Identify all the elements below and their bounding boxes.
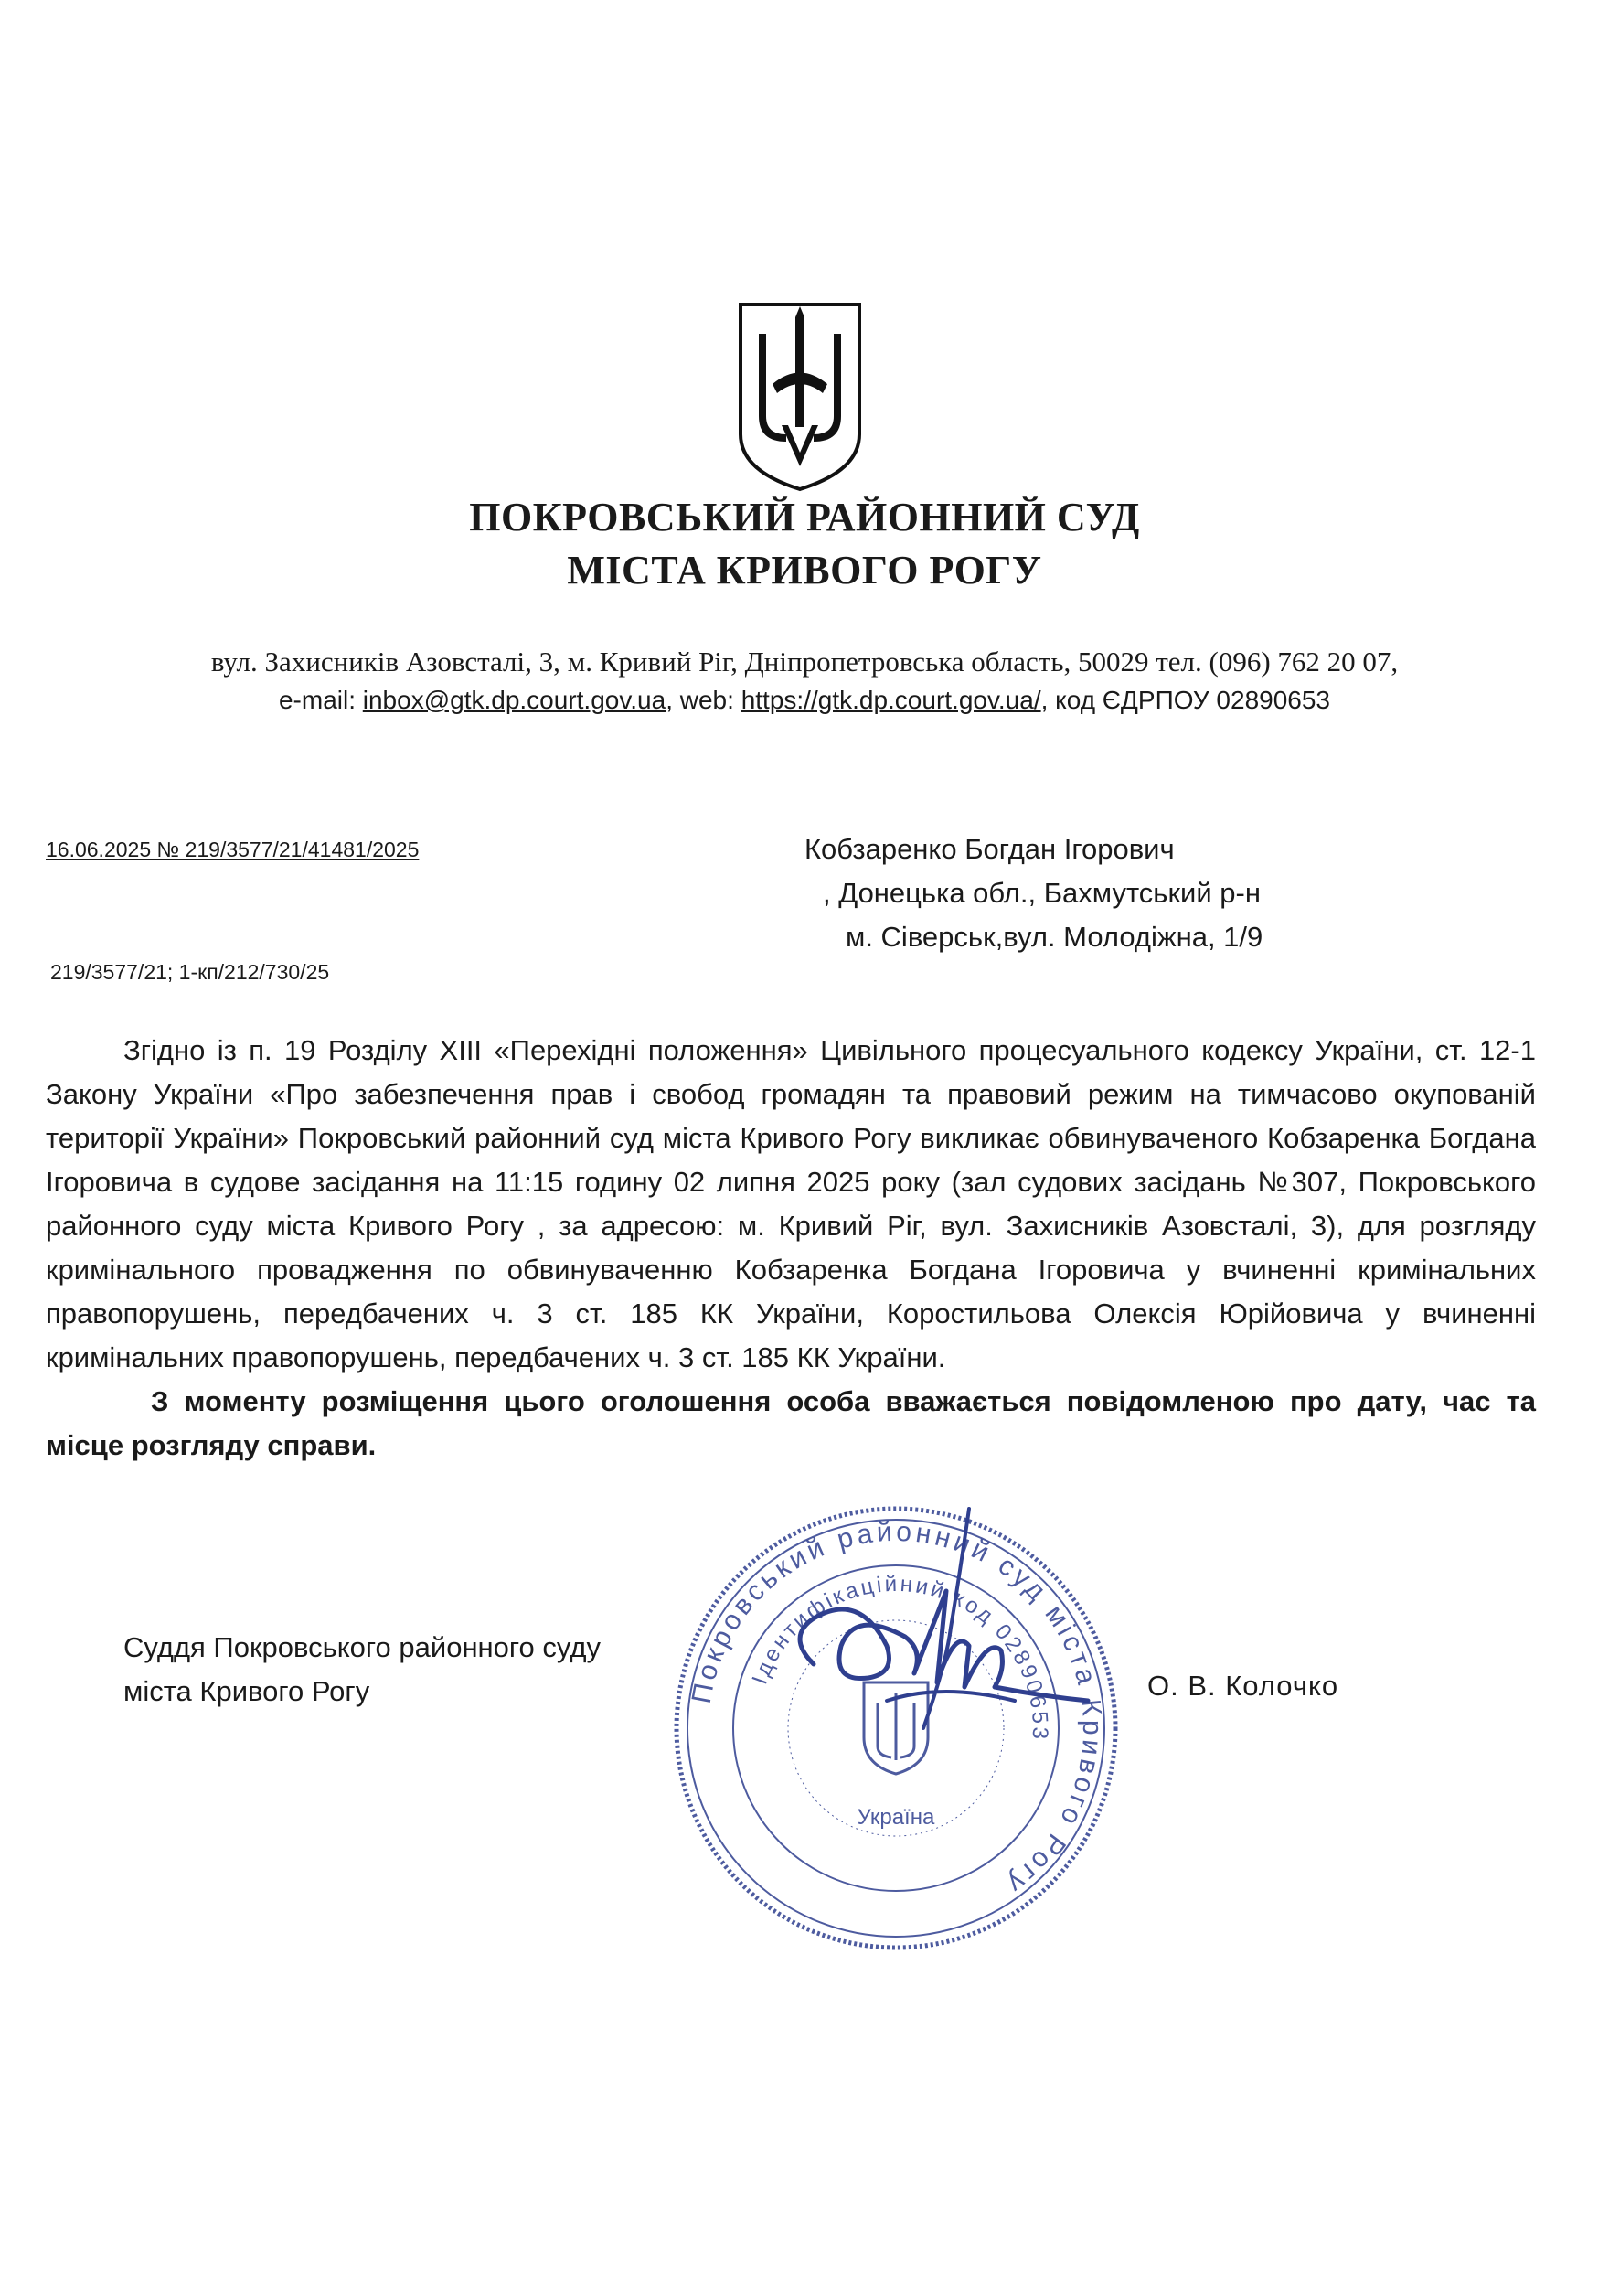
court-address: вул. Захисників Азовсталі, 3, м. Кривий Ріг, Дніпропетровська область, 50029 тел. (096) 762 20 07, — [210, 646, 1399, 678]
handwritten-signature-icon — [777, 1490, 1097, 1792]
seal-country-text: Україна — [857, 1805, 935, 1830]
recipient-name: Кобзаренко Богдан Ігорович — [804, 833, 1175, 865]
edrpou-code: , код ЄДРПОУ 02890653 — [1040, 686, 1331, 714]
email-link[interactable]: inbox@gtk.dp.court.gov.ua — [362, 686, 666, 714]
letter-body — [46, 1029, 1536, 1468]
seal-inner-text: Ідентифікаційний код 02890653 — [747, 1571, 1053, 1743]
judge-title-line1: Суддя Покровського районного суду — [123, 1631, 601, 1663]
recipient-address: м. Сіверськ,вул. Молодіжна, 1/9 — [846, 921, 1263, 953]
seal-outer-text: Покровський районний суд міста Кривого Рогу — [686, 1516, 1108, 1902]
judge-title — [123, 1626, 601, 1714]
court-contacts: e-mail: inbox@gtk.dp.court.gov.ua, web: https://gtk.dp.court.gov.ua/, код ЄДРПОУ 02890653 — [278, 686, 1331, 714]
judge-title-line2: міста Кривого Рогу — [123, 1675, 370, 1707]
notice-paragraph: З моменту розміщення цього оголошення особа вважається повідомленою про дату, час та місце розгляду справи. — [46, 1385, 1536, 1461]
court-name-line2: МІСТА КРИВОГО РОГУ — [567, 548, 1042, 593]
recipient-block — [804, 828, 1263, 959]
email-label: e-mail: — [278, 686, 356, 714]
summons-paragraph: Згідно із п. 19 Розділу XIII «Перехідні положення» Цивільного процесуального кодексу України, ст. 12-1 Закону України «Про забезпечення прав і свобод громадян та правовий режим на тимчасово окупованій території України» Покровський районний суд міста Кривого Рогу викликає обвинуваченого Кобзаренка Богдана Ігоровича в судове засідання на 11:15 годину 02 липня 2025 року (зал судових засідань №307, Покровського районного суду міста Кривого Рогу , за адресою: м. Кривий Ріг, вул. Захисників Азовсталі, 3), для розгляду кримінального провадження по обвинуваченню Кобзаренка Богдана Ігоровича у вчиненні кримінальних правопорушень, передбачених ч. 3 ст. 185 КК України, Коростильова Олексія Юрійовича у вчиненні кримінальних правопорушень, передбачених ч. 3 ст. 185 КК України. — [46, 1034, 1536, 1373]
court-name-line1: ПОКРОВСЬКИЙ РАЙОННИЙ СУД — [469, 495, 1140, 539]
recipient-region: , Донецька обл., Бахмутський р-н — [823, 877, 1261, 909]
outgoing-number: 16.06.2025 № 219/3577/21/41481/2025 — [46, 838, 420, 861]
case-reference: 219/3577/21; 1-кп/212/730/25 — [50, 960, 330, 984]
judge-name: О. В. Колочко — [1147, 1670, 1339, 1702]
trident-icon — [731, 297, 868, 494]
web-link[interactable]: https://gtk.dp.court.gov.ua/ — [741, 686, 1041, 714]
web-label: web: — [679, 686, 734, 714]
